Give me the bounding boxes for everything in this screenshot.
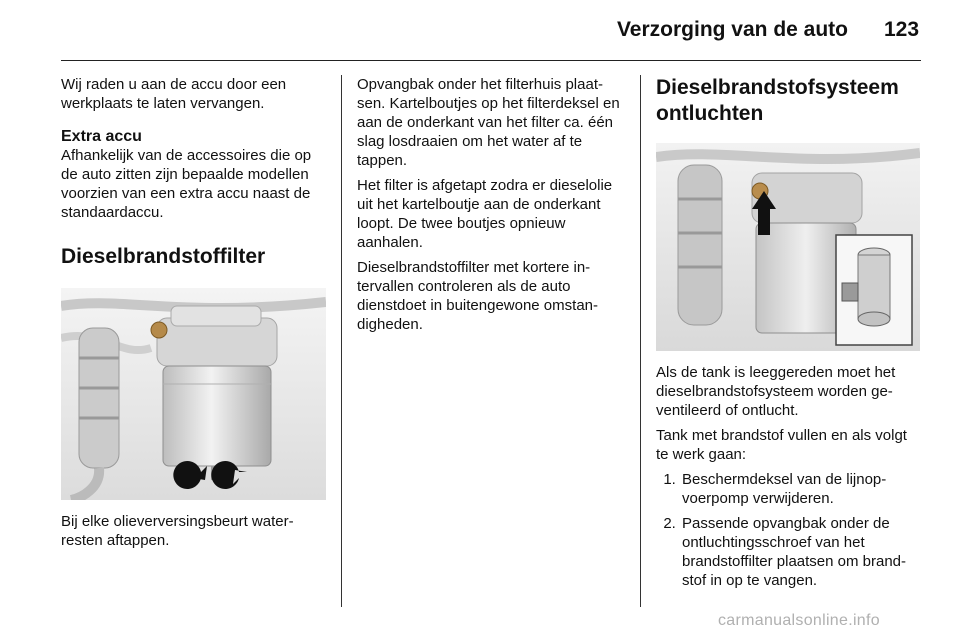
column-3 — [656, 75, 922, 596]
diesel-filter-illustration — [61, 288, 326, 500]
bleeding-paragraph-2: Tank met brandstof vullen en als volgt te werk gaan: — [656, 427, 907, 463]
bleeding-heading: Dieselbrandstofsysteem ontluchten — [656, 76, 899, 125]
header-rule — [61, 60, 921, 61]
page-header-title: Verzorging van de auto — [616, 18, 848, 41]
step-item: 2. Passende opvangbak onder de ontluchtingsschroef van het brandstoffilter plaatsen om brandstof in op te vangen. — [680, 514, 922, 590]
step-item: 1. Beschermdeksel van de lijnopvoerpomp verwijderen. — [680, 470, 922, 508]
drain-paragraph-1: Opvangbak onder het filterhuis plaatsen. Kartelboutjes op het filterdeksel en aan de onderkant van het filter ca. één slag losdraaien om het water af te tappen. — [357, 76, 620, 169]
fuel-system-bleeding-illustration — [656, 143, 920, 351]
column-divider-2 — [640, 75, 641, 607]
watermark: carmanualsonline.info — [718, 612, 880, 629]
drain-paragraph-2: Het filter is afgetapt zodra er dieselolie uit het kartelboutje aan de onderkant loopt. De twee boutjes opnieuw aanhalen. — [357, 177, 613, 251]
page-number: 123 — [884, 18, 920, 41]
diesel-filter-heading: Dieselbrandstoffilter — [61, 245, 266, 268]
intro-paragraph: Wij raden u aan de accu door een werkplaats te laten vervangen. — [61, 76, 287, 112]
column-1 — [61, 75, 326, 556]
bleeding-paragraph-1: Als de tank is leeggereden moet het dieselbrandstofsysteem worden geventileerd of ontlucht. — [656, 364, 896, 419]
column-divider-1 — [341, 75, 342, 607]
column-2 — [357, 75, 625, 340]
extra-accu-heading: Extra accu — [61, 128, 142, 145]
diesel-filter-caption: Bij elke olieverversingsbeurt waterresten aftappen. — [61, 513, 294, 549]
extra-accu-paragraph: Afhankelijk van de accessoires die op de auto zitten zijn bepaalde modellen voorzien van een extra accu naast de standaardaccu. — [61, 147, 312, 221]
drain-paragraph-3: Dieselbrandstoffilter met kortere intervallen controleren als de auto dienstdoet in buitengewone omstandigheden. — [357, 259, 599, 333]
bleeding-steps-list — [656, 470, 922, 590]
